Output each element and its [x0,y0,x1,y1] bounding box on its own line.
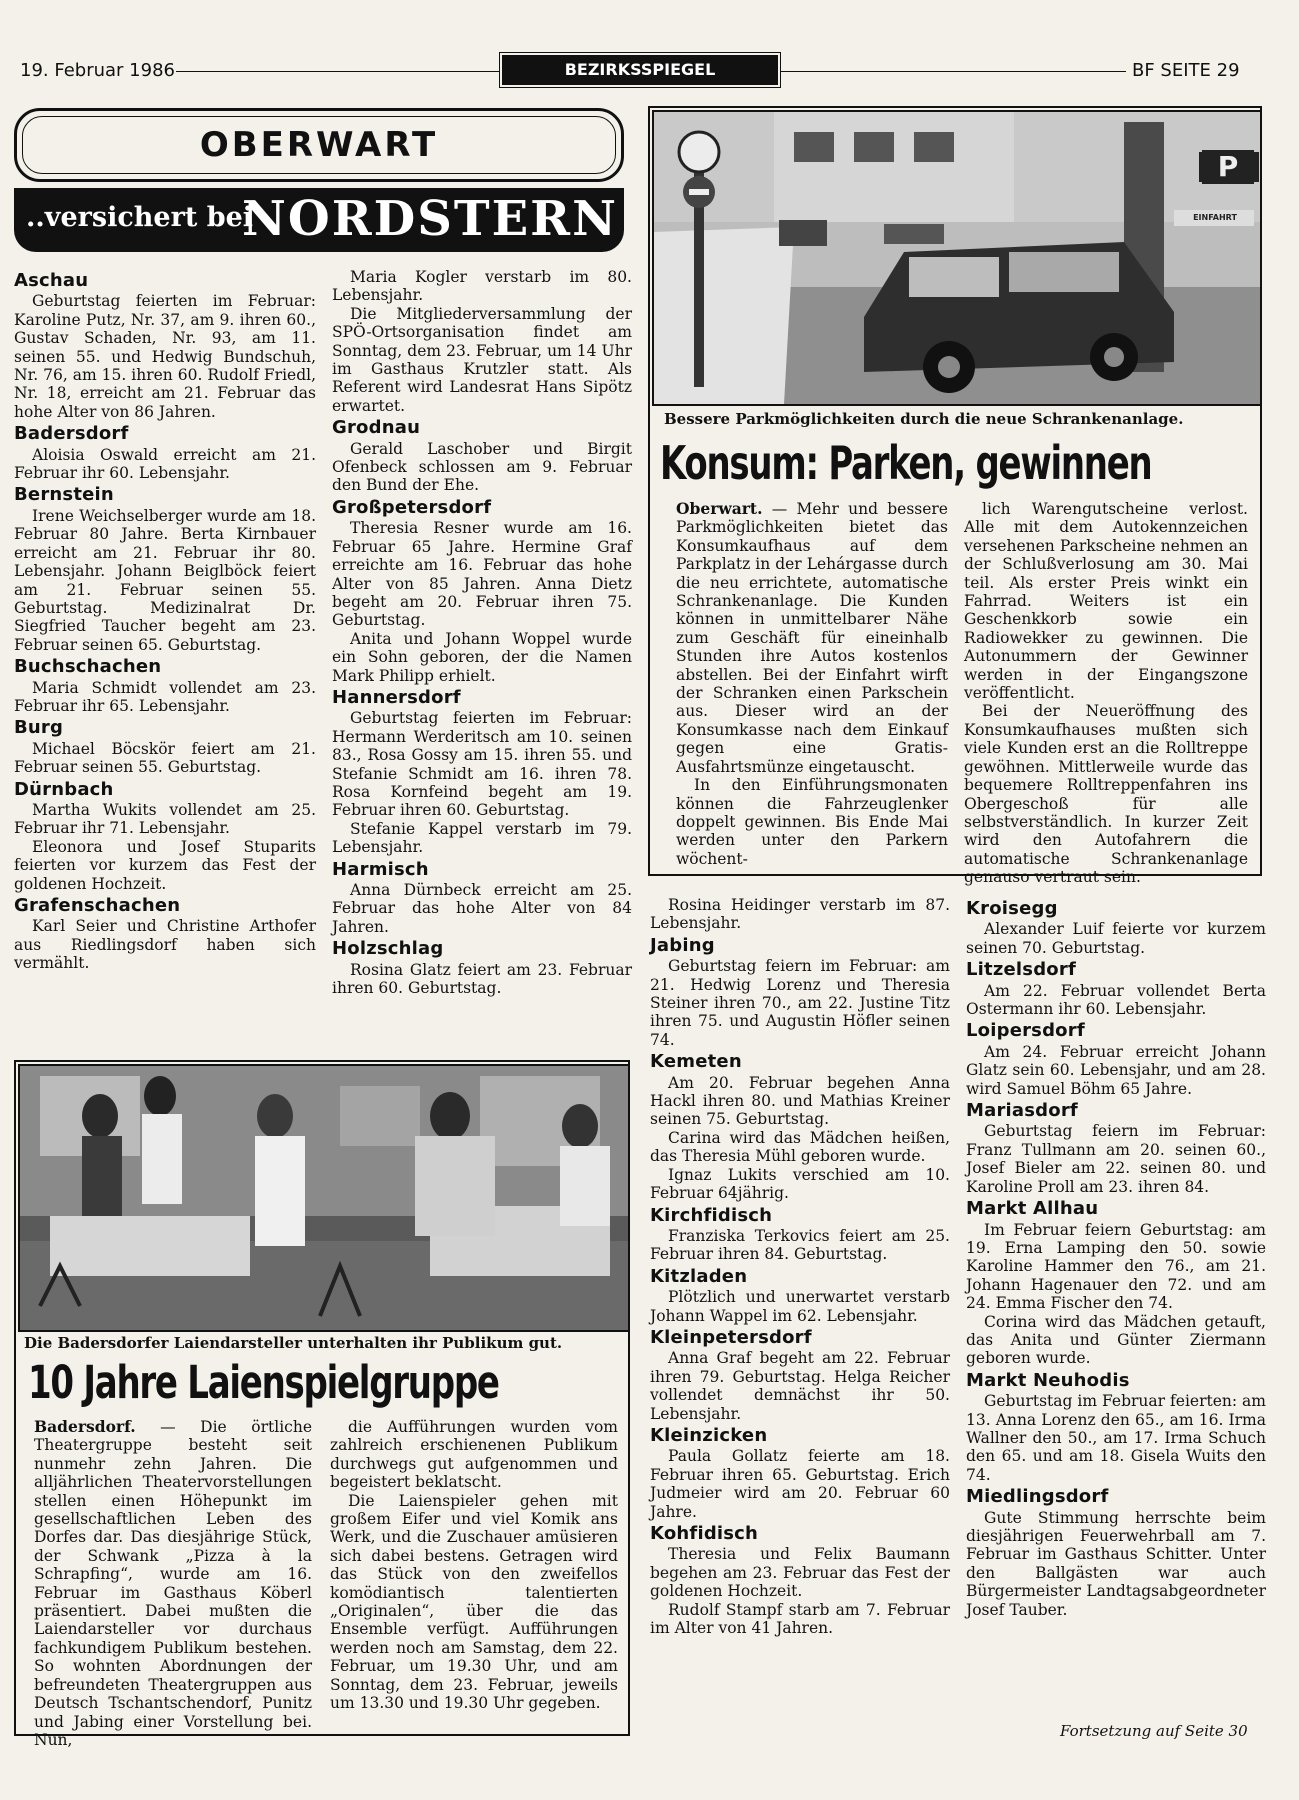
town-heading: Grodnau [332,417,421,439]
town-heading: Burg [14,717,64,739]
news-paragraph: Am 22. Februar vollendet Berta Ostermann ihr 60. Lebensjahr. [966,981,1266,1019]
town-heading: Aschau [14,270,89,291]
town-heading: Badersdorf [14,423,129,445]
town-heading: Großpetersdorf [332,496,492,518]
masthead-brand: NORDSTERN [242,191,618,247]
news-paragraph: Stefanie Kappel verstarb im 79. Lebensjahr. [332,819,632,857]
news-paragraph: Maria Schmidt vollendet am 23. Februar ihr 65. Lebensjahr. [14,678,316,715]
news-column-3 [650,896,950,1637]
article-paragraph [34,1418,312,1749]
news-paragraph: Franziska Terkovics feiert am 25. Februar ihren 84. Geburtstag. [650,1226,950,1264]
article-text: — Mehr und bessere Parkmöglichkeiten bietet das Konsumkaufhaus auf dem Parkplatz in der Lehárgasse durch die neu errichtete, automatische Schrankenanlage. Die Kunden können in unmittelbarer Nähe zum Geschäft für eineinhalb Stunden ihre Autos kostenlos abstellen. Bei der Einfahrt wirft der Schranken einen Parkschein aus. Dieser wird an der Konsumkasse nach dem Einkauf gegen eine Gratis-Ausfahrtsmünze eingetauscht. [676,500,948,776]
town-heading: Kitzladen [650,1265,748,1287]
article-paragraph: lich Warengutscheine verlost. Alle mit dem Autokennzeichen versehenen Parkscheine nehmen an der Schlußverlosung am 30. Mai teil. Als erster Preis winkt ein Fahrrad. Weiters ist ein Geschenkkorb sowie ein Radiowekker zu gewinnen. Die Autonummern der Gewinner werden in der Eingangszone veröffentlicht. [964,500,1248,703]
news-paragraph: Anna Dürnbeck erreicht am 25. Februar das hohe Alter von 84 Jahren. [332,881,632,936]
news-paragraph: Maria Kogler verstarb im 80. Lebensjahr. [332,268,632,305]
town-heading: Litzelsdorf [966,959,1076,981]
news-paragraph: Theresia und Felix Baumann begehen am 23. Februar das Fest der goldenen Hochzeit. [650,1545,950,1601]
news-paragraph: Aloisia Oswald erreicht am 21. Februar ihr 60. Lebensjahr. [14,445,316,483]
news-column-4 [966,896,1266,1619]
town-heading: Dürnbach [14,778,114,800]
article-paragraph: Bei der Neueröffnung des Konsumkaufhauses mußten sich viele Kunden erst an die Rolltreppe gewöhnen. Mittlerweile wurde das bequemere Rolltreppenfahren ins Obergeschoß für alle selbstverständlich. In kurzer Zeit wird den Autofahrern die automatische Schrankenanlage genauso vertraut sein. [964,702,1248,887]
news-paragraph: Alexander Luif feierte vor kurzem seinen 70. Geburtstag. [966,920,1266,957]
dateline: Oberwart. [676,499,763,518]
masthead-slogan-prefix: ..versichert bei [26,202,254,233]
parking-sign-p: P [1202,150,1254,184]
town-heading: Miedlingsdorf [966,1486,1109,1508]
article-paragraph: Die Laienspieler gehen mit großem Eifer und viel Komik ans Werk, und die Zuschauer amüsieren sich dabei bestens. Getragen wird das Stück von den zweifellos komödiantisch talentierten „Originalen“, über die das Ensemble verfügt. Aufführungen werden noch am Samstag, dem 22. Februar, um 19.30 Uhr, und am Sonntag, dem 23. Februar, jeweils um 13.30 und 19.30 Uhr gegeben. [330,1491,618,1713]
page-number: BF SEITE 29 [1132,60,1240,81]
news-paragraph: Plötzlich und unerwartet verstarb Johann Wappel im 62. Lebensjahr. [650,1288,950,1325]
parking-photo-image [654,112,1260,404]
masthead-town-box [14,108,624,182]
parking-sign-einfahrt: EINFAHRT [1178,211,1252,225]
theater-photo-image [20,1066,628,1330]
town-heading: Grafenschachen [14,895,181,916]
article-paragraph: die Aufführungen wurden vom zahlreich erschienenen Publikum durchwegs gut aufgenommen und begeistert beklatscht. [330,1418,618,1492]
header-rule-right [780,71,1126,72]
article-paragraph [676,500,948,776]
news-paragraph: Rosina Heidinger verstarb im 87. Lebensjahr. [650,896,950,933]
news-paragraph: Ignaz Lukits verschied am 10. Februar 64jährig. [650,1165,950,1203]
news-paragraph: Geburtstag im Februar feierten: am 13. Anna Lorenz den 65., am 16. Irma Wallner den 50., am 17. Irma Schuch den 65. und am 18. Gisela Wuits den 74. [966,1392,1266,1484]
theater-photo [18,1064,630,1332]
laien-column-2 [330,1418,618,1713]
town-heading: Kleinpetersdorf [650,1326,812,1348]
town-heading: Kirchfidisch [650,1204,773,1226]
news-paragraph: Irene Weichselberger wurde am 18. Februar 80 Jahre. Berta Kirnbauer erreicht am 21. Februar ihr 80. Lebensjahr. Johann Beiglböck feiert am 21. Februar seinen 55. Geburtstag. Medizinalrat Dr. Siegfried Taucher begeht am 23. Februar seinen 65. Geburtstag. [14,506,316,654]
masthead-town-inner [22,116,616,174]
news-paragraph: Geburtstag feierten im Februar: Karoline Putz, Nr. 37, am 9. ihren 60., Gustav Schaden, Nr. 93, am 11. seinen 55. und Hedwig Bundschuh, Nr. 76, am 15. ihren 60. Rudolf Friedl, Nr. 18, erreicht am 21. Februar das hohe Alter von 86 Jahren. [14,292,316,421]
article-paragraph: In den Einführungsmonaten können die Fahrzeuglenker doppelt gewinnen. Bis Ende Mai werden unter den Parkern wöchent- [676,776,948,868]
issue-date: 19. Februar 1986 [20,60,175,81]
town-heading: Jabing [650,934,715,956]
news-column-1 [14,268,316,973]
town-heading: Mariasdorf [966,1100,1078,1122]
news-paragraph: Gerald Laschober und Birgit Ofenbeck schlossen am 9. Februar den Bund der Ehe. [332,439,632,495]
theater-photo-caption: Die Badersdorfer Laiendarsteller unterhalten ihr Publikum gut. [24,1334,563,1352]
masthead-slogan-box [14,188,624,252]
town-heading: Kemeten [650,1051,742,1073]
town-heading: Harmisch [332,858,429,880]
section-label: BEZIRKSSPIEGEL [502,55,778,85]
town-heading: Holzschlag [332,938,444,960]
news-paragraph: Geburtstag feiern im Februar: am 21. Hedwig Lorenz und Theresia Steiner ihren 70., am 22. Justine Titz ihren 75. und Augustin Höfler seinen 74. [650,957,950,1049]
news-paragraph: Paula Gollatz feierte am 18. Februar ihren 65. Geburtstag. Erich Judmeier wird am 20. Februar 60 Jahre. [650,1447,950,1521]
news-paragraph: Die Mitgliederversammlung der SPÖ-Ortsorganisation findet am Sonntag, dem 23. Februar, um 14 Uhr im Gasthaus Krutzler statt. Als Referent wird Landesrat Hans Sipötz erwartet. [332,304,632,415]
town-heading: Hannersdorf [332,686,461,708]
town-heading: Kohfidisch [650,1523,759,1544]
parking-photo-caption: Bessere Parkmöglichkeiten durch die neue Schrankenanlage. [664,410,1184,428]
konsum-column-1 [676,500,948,868]
continued-note: Fortsetzung auf Seite 30 [1060,1722,1248,1740]
news-paragraph: Rudolf Stampf starb am 7. Februar im Alter von 41 Jahren. [650,1600,950,1638]
konsum-headline: Konsum: Parken, gewinnen [660,436,1152,490]
town-heading: Bernstein [14,484,114,506]
town-heading: Markt Allhau [966,1198,1099,1220]
news-paragraph: Gute Stimmung herrschte beim diesjährigen Feuerwehrball am 7. Februar im Gasthaus Schitter. Unter den Ballgästen war auch Bürgermeister Landtagsabgeordneter Josef Tauber. [966,1508,1266,1619]
news-column-2 [332,268,632,997]
news-paragraph: Anna Graf begeht am 22. Februar ihren 79. Geburtstag. Helga Reicher vollendet demnächst ihr 50. Lebensjahr. [650,1349,950,1423]
town-heading: Kroisegg [966,898,1058,919]
article-text: — Die örtliche Theatergruppe besteht seit nunmehr zehn Jahren. Die alljährlichen Theatervorstellungen stellen einen Höhepunkt im gesellschaftlichen Leben des Dorfes dar. Das diesjährige Stück, der Schwank „Pizza à la Schrapfing“, wurde am 16. Februar im Gasthaus Köberl präsentiert. Dabei mußten die Laiendarsteller vor durchaus fachkundigem Publikum bestehen. So wohnten Abordnungen der befreundeten Theatergruppen aus Deutsch Tschantschendorf, Punitz und Jabing einer Vorstellung bei. Nun, [34,1418,312,1749]
news-paragraph: Rosina Glatz feiert am 23. Februar ihren 60. Geburtstag. [332,960,632,998]
news-paragraph: Am 24. Februar erreicht Johann Glatz sein 60. Lebensjahr, und am 28. wird Samuel Böhm 65 Jahre. [966,1042,1266,1098]
town-heading: Kleinzicken [650,1424,768,1446]
news-paragraph: Martha Wukits vollendet am 25. Februar ihr 71. Lebensjahr. [14,800,316,838]
news-paragraph: Geburtstag feiern im Februar: Franz Tullmann am 20. seinen 60., Josef Bieler am 22. seinen 80. und Karoline Proll am 23. ihren 84. [966,1122,1266,1196]
news-paragraph: Geburtstag feierten im Februar: Hermann Werderitsch am 10. seinen 83., Rosa Gossy am 15. ihren 55. und Stefanie Schmidt am 16. ihren 78. Rosa Kornfeind begeht am 19. Februar ihren 60. Geburtstag. [332,709,632,820]
masthead-town: OBERWART [199,125,439,165]
town-heading: Buchschachen [14,656,162,678]
news-paragraph: Im Februar feiern Geburtstag: am 19. Erna Lamping den 50. sowie Karoline Hammer den 76., am 21. Johann Hagenauer den 72. und am 24. Emma Fischer den 74. [966,1220,1266,1313]
town-heading: Markt Neuhodis [966,1369,1130,1391]
news-paragraph: Eleonora und Josef Stuparits feierten vor kurzem das Fest der goldenen Hochzeit. [14,837,316,893]
laien-headline: 10 Jahre Laienspielgruppe [28,1356,499,1409]
news-paragraph: Anita und Johann Woppel wurde ein Sohn geboren, der die Namen Mark Philipp erhielt. [332,629,632,685]
news-paragraph: Carina wird das Mädchen heißen, das Theresia Mühl geboren wurde. [650,1128,950,1166]
parking-photo [652,110,1262,406]
header-rule-left [176,71,500,72]
news-paragraph: Theresia Resner wurde am 16. Februar 65 Jahre. Hermine Graf erreichte am 16. Februar das hohe Alter von 85 Jahren. Anna Dietz begeht am 20. Februar ihren 75. Geburtstag. [332,519,632,630]
konsum-column-2 [964,500,1248,887]
laien-column-1 [34,1418,312,1749]
news-paragraph: Karl Seier und Christine Arthofer aus Riedlingsdorf haben sich vermählt. [14,917,316,973]
news-paragraph: Corina wird das Mädchen getauft, das Anita und Günter Ziermann geboren wurde. [966,1312,1266,1368]
news-paragraph: Michael Böcskör feiert am 21. Februar seinen 55. Geburtstag. [14,739,316,777]
town-heading: Loipersdorf [966,1020,1085,1042]
news-paragraph: Am 20. Februar begehen Anna Hackl ihren 80. und Mathias Kreiner seinen 75. Geburtstag. [650,1073,950,1129]
dateline: Badersdorf. [34,1417,136,1436]
